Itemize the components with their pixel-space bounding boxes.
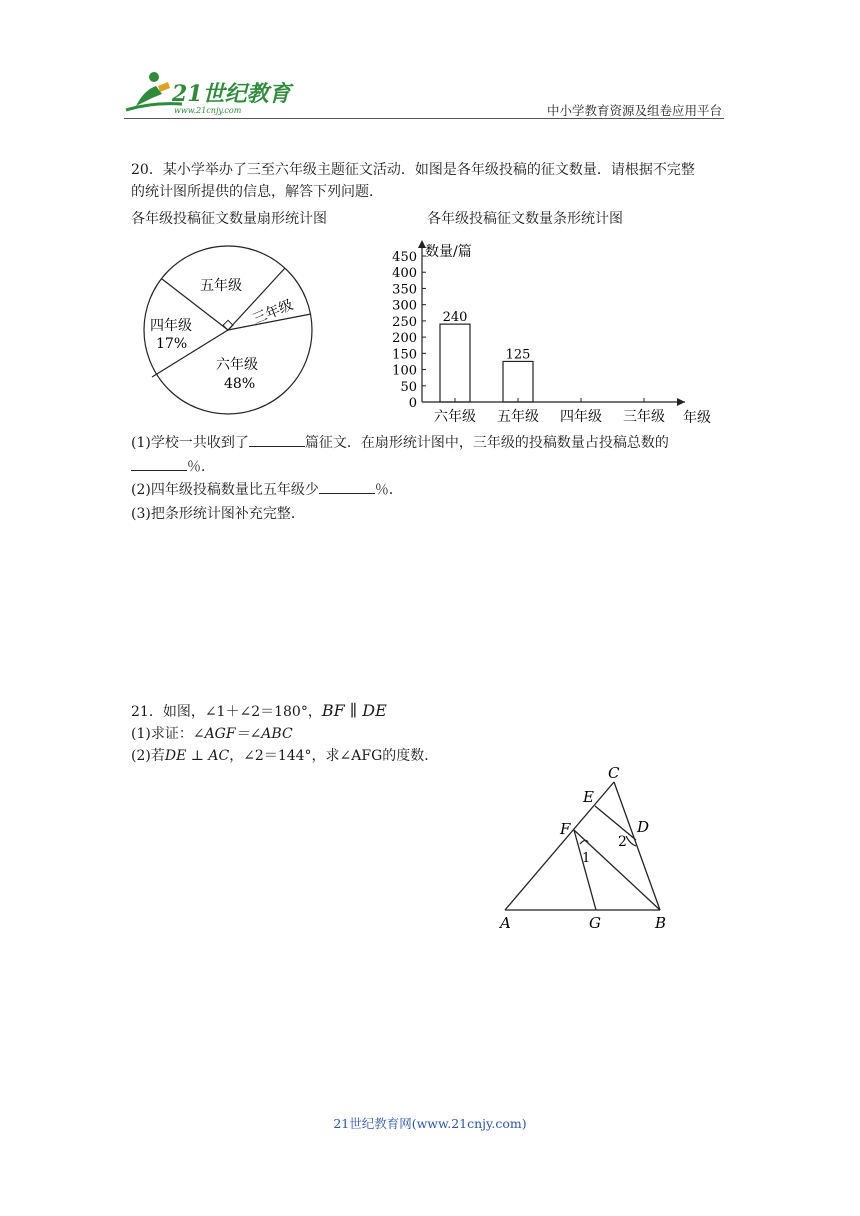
logo-url: www.21cnjy.com (174, 106, 242, 115)
q21-sub1-expr: ∠AGF＝∠ABC (192, 726, 293, 742)
label-G: G (589, 914, 601, 932)
label-E: E (583, 788, 594, 806)
pie-label-grade4: 四年级 (150, 318, 192, 334)
q21-sub2-mid: ， (229, 748, 244, 764)
answer-blank-total[interactable] (249, 432, 305, 447)
segment-FG (574, 830, 596, 910)
site-logo (122, 68, 297, 118)
bar-ytick-label: 150 (392, 347, 417, 363)
bar-ytick-label: 450 (392, 250, 417, 265)
bar-value-label: 125 (505, 347, 531, 363)
label-1: 1 (582, 851, 591, 866)
bar-ylabel: 数量/篇 (425, 244, 472, 260)
header-platform-text: 中小学教育资源及组卷应用平台 (546, 103, 722, 118)
q21-parallel: BF ∥ DE (321, 701, 387, 720)
q20-sub1-b: 篇征文．在扇形统计图中，三年级的投稿数量占投稿总数的 (304, 435, 669, 451)
bar-ytick-label: 100 (392, 363, 417, 379)
bar-ytick-label: 200 (392, 331, 417, 347)
bar-ytick-label: 50 (400, 379, 417, 395)
header-divider (124, 118, 724, 119)
geometry-figure (490, 762, 680, 934)
bar-ytick-label: 0 (408, 396, 417, 411)
bar-rect (440, 324, 470, 402)
q20-sub1 (131, 432, 751, 454)
q21-block (131, 700, 438, 767)
q20-sub1-a: (1)学校一共收到了 (131, 435, 249, 451)
bar-category-label: 四年级 (560, 409, 602, 425)
bar-category-label: 三年级 (623, 409, 665, 425)
q21-sub2-prefix: (2)若 (131, 748, 165, 764)
pie-pct-grade6: 48% (224, 376, 256, 392)
answer-blank-grade3-percent[interactable] (131, 456, 187, 471)
label-F: F (560, 820, 571, 838)
segment-FB (574, 830, 660, 910)
segment-ED (595, 806, 636, 840)
q20-number: 20． (131, 162, 163, 178)
segment-AC (505, 782, 614, 910)
q21-number: 21． (131, 704, 163, 720)
label-B: B (655, 914, 667, 932)
logo-text: 21世纪教育 (172, 81, 291, 107)
bar-value-label: 240 (442, 310, 468, 326)
bar-chart-title: 各年级投稿征文数量条形统计图 (427, 211, 623, 227)
pie-chart-title: 各年级投稿征文数量扇形统计图 (131, 211, 327, 227)
pie-label-grade6: 六年级 (216, 357, 258, 373)
q21-sub1-prefix: (1)求证： (131, 726, 193, 742)
bar-category-label: 五年级 (497, 409, 539, 425)
label-A: A (500, 914, 511, 932)
q20-sub3: (3)把条形统计图补充完整． (131, 506, 305, 522)
q21-sub2-expr1: DE ⊥ AC (164, 748, 230, 764)
label-C: C (608, 764, 620, 782)
bar-rect (503, 361, 533, 402)
footer-text: 21世纪教育网(www.21cnjy.com) (333, 1116, 527, 1131)
bar-ytick-label: 300 (392, 298, 417, 314)
q20-sub1-c: ％． (187, 459, 215, 475)
q21-stem (131, 700, 438, 723)
q20-sub2-a: (2)四年级投稿数量比五年级少 (131, 482, 319, 498)
q21-stem-a: 如图， (162, 704, 205, 720)
bar-chart (385, 236, 725, 428)
bar-ytick-label: 350 (392, 282, 417, 298)
bar-x-arrow (677, 398, 685, 406)
q20-sub2 (131, 479, 751, 501)
bar-ytick-label: 250 (392, 314, 417, 330)
q20-sub1-cont (131, 456, 751, 478)
pie-chart (130, 244, 330, 430)
q20-sub2-b: ％． (374, 482, 403, 498)
q21-sub2 (131, 745, 438, 767)
label-2: 2 (618, 834, 627, 850)
q21-sub2-suffix: ，求∠AFG的度数． (311, 748, 439, 764)
label-D: D (637, 818, 650, 836)
answer-blank-grade4-less[interactable] (319, 479, 375, 494)
pie-label-grade5: 五年级 (200, 278, 242, 294)
logo-graphic (122, 68, 297, 118)
bar-xlabel: 年级 (683, 410, 711, 426)
pie-pct-grade4: 17% (156, 336, 188, 352)
q21-angles: ∠1＋∠2＝180°， (204, 704, 322, 720)
pie-label-grade3: 三年级 (250, 297, 296, 328)
q21-sub2-expr2: ∠2＝144° (243, 748, 312, 764)
q21-sub1 (131, 723, 438, 745)
q20-stem (131, 159, 731, 203)
q20-stem-line2: 的统计图所提供的信息，解答下列问题． (131, 184, 383, 200)
bar-ytick-label: 400 (392, 266, 417, 282)
q20-stem-line1: 某小学举办了三至六年级主题征文活动．如图是各年级投稿的征文数量．请根据不完整 (162, 162, 695, 178)
bar-category-label: 六年级 (434, 409, 476, 425)
